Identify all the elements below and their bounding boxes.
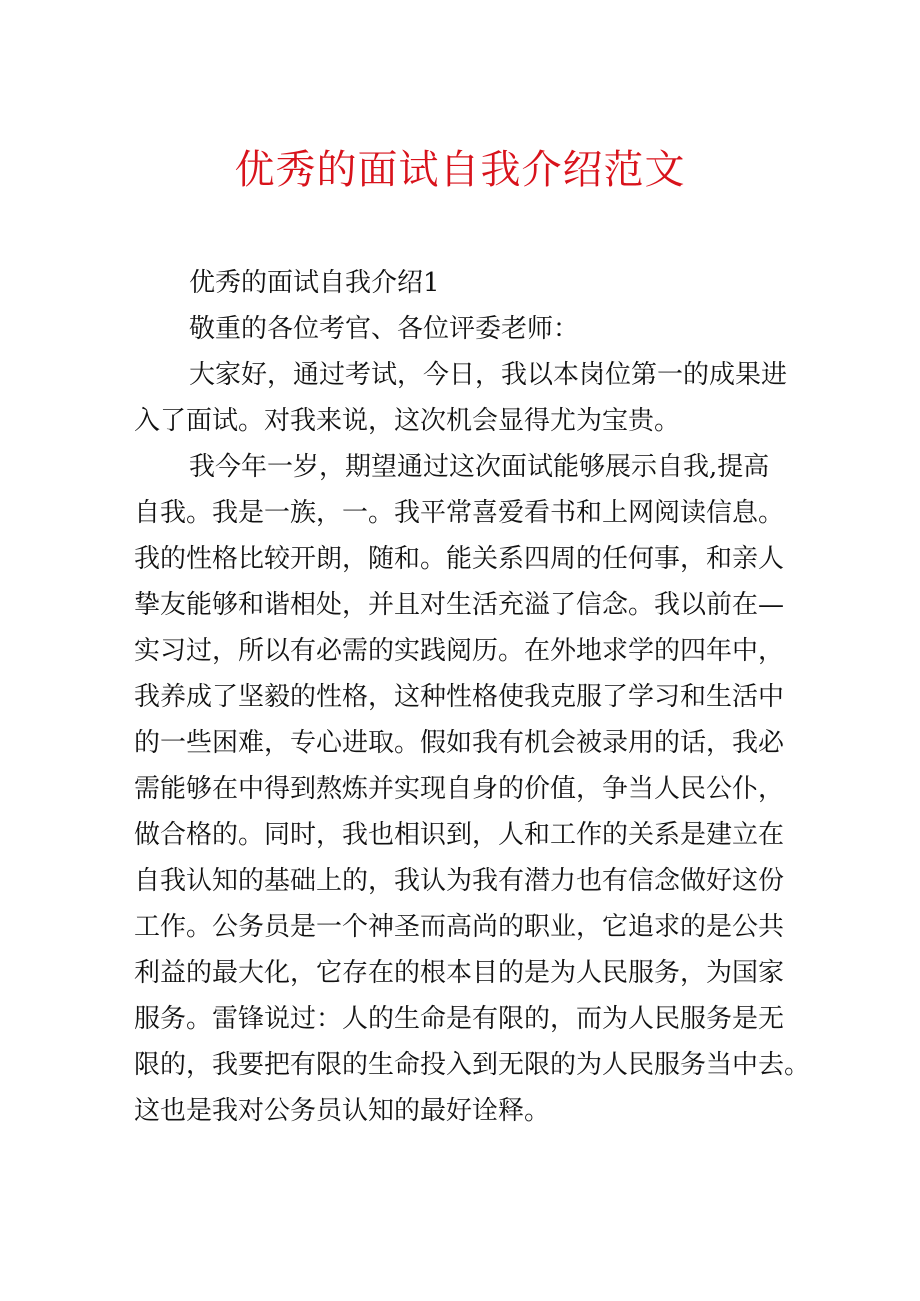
paragraph-line: 挚友能够和谐相处，并且对生活充溢了信念。我以前在— [134, 590, 785, 620]
paragraph-line: 利益的最大化，它存在的根本目的是为人民服务，为国家 [134, 958, 785, 988]
document-title: 优秀的面试自我介绍范文 [234, 147, 686, 193]
paragraph-line: 工作。公务员是一个神圣而高尚的职业，它追求的是公共 [134, 912, 785, 942]
paragraph-line: 做合格的。同时，我也相识到，人和工作的关系是建立在 [134, 820, 785, 850]
paragraph-line: 自我认知的基础上的，我认为我有潜力也有信念做好这份 [134, 866, 785, 896]
salutation-line: 敬重的各位考官、各位评委老师： [189, 314, 580, 344]
paragraph-line: 限的，我要把有限的生命投入到无限的为人民服务当中去。 [134, 1050, 811, 1080]
paragraph-line: 的一些困难，专心进取。假如我有机会被录用的话，我必 [134, 728, 785, 758]
paragraph-line: 大家好，通过考试，今日，我以本岗位第一的成果进 [189, 360, 788, 390]
paragraph-line: 我今年一岁，期望通过这次面试能够展示自我,提高 [189, 452, 770, 482]
paragraph-line: 需能够在中得到熬炼并实现自身的价值，争当人民公仆， [134, 774, 785, 804]
document-body [134, 260, 814, 1134]
paragraph-line: 自我。我是一族，一。我平常喜爱看书和上网阅读信息。 [134, 498, 785, 528]
paragraph-line: 入了面试。对我来说，这次机会显得尤为宝贵。 [134, 406, 681, 436]
paragraph-line: 我养成了坚毅的性格，这种性格使我克服了学习和生活中 [134, 682, 785, 712]
paragraph-line: 这也是我对公务员认知的最好诠释。 [134, 1096, 551, 1126]
paragraph-line: 服务。雷锋说过：人的生命是有限的，而为人民服务是无 [134, 1004, 785, 1034]
paragraph-line: 实习过，所以有必需的实践阅历。在外地求学的四年中， [134, 636, 785, 666]
paragraph-line: 我的性格比较开朗，随和。能关系四周的任何事，和亲人 [134, 544, 785, 574]
section-heading: 优秀的面试自我介绍1 [189, 268, 440, 298]
